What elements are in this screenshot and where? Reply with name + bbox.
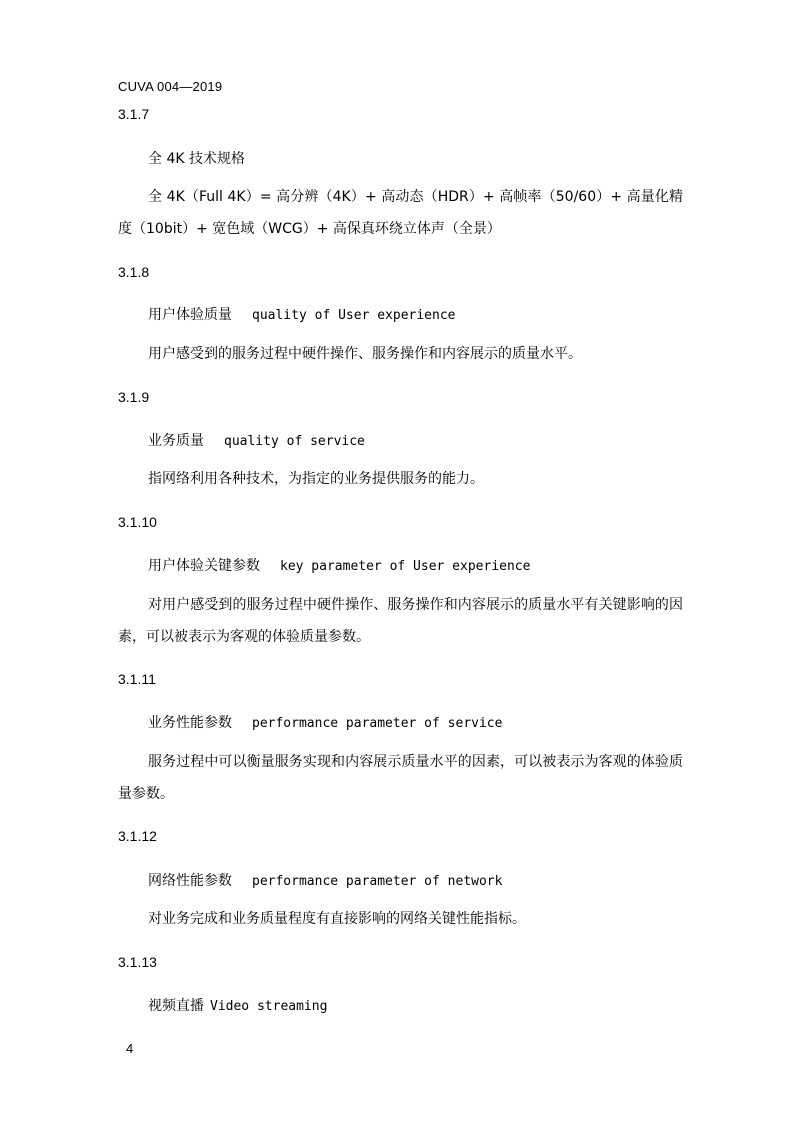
document-code-header: CUVA 004—2019 xyxy=(118,79,223,94)
term-heading xyxy=(148,148,245,168)
term-heading xyxy=(148,430,365,450)
term-heading xyxy=(148,304,456,324)
term-english: Video streaming xyxy=(210,999,328,1014)
term-english: quality of service xyxy=(224,434,365,449)
term-chinese: 业务质量 xyxy=(148,433,204,449)
term-english: key parameter of User experience xyxy=(280,559,531,574)
clause-number: 3.1.13 xyxy=(118,954,157,970)
term-chinese: 全 4K 技术规格 xyxy=(148,151,245,167)
term-definition: 对业务完成和业务质量程度有直接影响的网络关键性能指标。 xyxy=(148,911,526,927)
clause-number: 3.1.7 xyxy=(118,106,150,122)
clause-number: 3.1.12 xyxy=(118,828,157,844)
term-chinese: 业务性能参数 xyxy=(148,715,232,731)
term-definition: 服务过程中可以衡量服务实现和内容展示质量水平的因素，可以被表示为客观的体验质量参数。 xyxy=(118,754,683,802)
term-chinese: 视频直播 xyxy=(148,998,204,1014)
term-english: performance parameter of service xyxy=(252,716,503,731)
page-number: 4 xyxy=(126,1041,134,1056)
clause-number: 3.1.10 xyxy=(118,514,157,530)
term-heading xyxy=(148,712,502,732)
term-chinese: 网络性能参数 xyxy=(148,873,232,889)
term-english: quality of User experience xyxy=(252,308,456,323)
clause-number: 3.1.8 xyxy=(118,264,150,280)
term-heading xyxy=(148,555,530,575)
term-chinese: 用户体验关键参数 xyxy=(148,558,260,574)
term-chinese: 用户体验质量 xyxy=(148,307,232,323)
term-definition: 用户感受到的服务过程中硬件操作、服务操作和内容展示的质量水平。 xyxy=(148,346,582,362)
term-heading xyxy=(148,995,327,1015)
term-definition: 对用户感受到的服务过程中硬件操作、服务操作和内容展示的质量水平有关键影响的因素，可以被表示为客观的体验质量参数。 xyxy=(118,597,683,645)
term-definition: 指网络利用各种技术，为指定的业务提供服务的能力。 xyxy=(148,471,484,487)
clause-number: 3.1.9 xyxy=(118,389,150,405)
term-definition: 全 4K（Full 4K）= 高分辨（4K）+ 高动态（HDR）+ 高帧率（50/60）+ 高量化精度（10bit）+ 宽色域（WCG）+ 高保真环绕立体声（全景） xyxy=(118,189,683,237)
clause-number: 3.1.11 xyxy=(118,671,156,687)
term-heading xyxy=(148,870,502,890)
term-english: performance parameter of network xyxy=(252,874,503,889)
